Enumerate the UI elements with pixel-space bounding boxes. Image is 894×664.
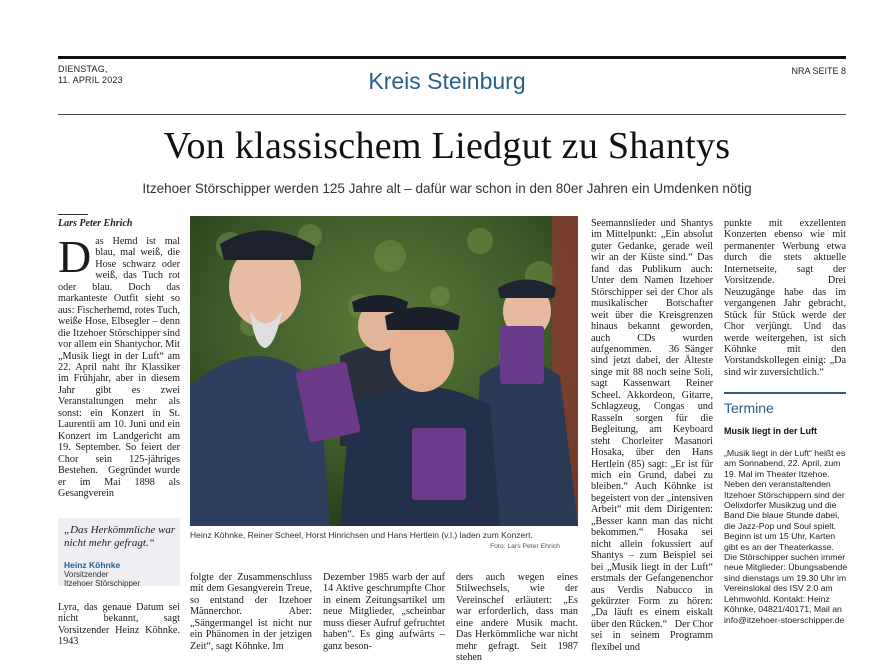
- photo-credit: Foto: Lars Peter Ehrich: [490, 543, 560, 550]
- date: 11. APRIL 2023: [58, 75, 123, 85]
- pull-quote-name: Heinz Köhnke: [64, 560, 121, 570]
- article-column-1: [58, 231, 180, 499]
- date-weekday: DIENSTAG,: [58, 64, 108, 74]
- article-column-5: Seemannslieder und Shantys im Mittelpunkt: „Ein absolut guter Gedanke, gerade weil wir an der Küste sind.“ Das fand das Publikum auch: Unter dem Namen Itzehoer Störschipper sei der Chor als musikalischer Botschafter weit über die Kreisgrenzen hinaus bekannt geworden, auch CDs wurden aufgenommen. 36 Sänger sind jetzt dabei, der Älteste singe mit 88 noch seine Soli, sagt Kassenwart Reiner Scheel. Akkordeon, Gitarre, Schlagzeug, Congas und Rasseln sorgen für die Begleitung, am Keyboard steht Chorleiter Masanori Hosaka, über den Hans Hertlein (85) sagt: „Er ist für mich ein Grund, dabei zu bleiben.“ Auch Köhnke ist begeistert von der „intensiven Arbeit“ mit dem Dirigenten: „Besser kann man das nicht bekommen.“ Hosaka sei nicht allein fokussiert auf Shantys – zum Beispiel sei bei „Musik liegt in der Luft“ erstmals der Gefangenenchor aus Verdis Nabucco in gekürzter Form zu hören: „Da läuft es einem eiskalt über den Rücken.“ Der Chor sei in seinem Programm flexibel und: [591, 218, 713, 653]
- article-column-3: Dezember 1985 warb der auf 14 Aktive geschrumpfte Chor in einem Zeitungsartikel um neue Mitglieder, „scheinbar muss dieser Aufruf gefruchtet haben“. Es ging aufwärts – ganz beson-: [323, 572, 445, 652]
- drop-cap: D: [58, 231, 92, 282]
- top-rule: [58, 56, 846, 59]
- article-photo: [190, 216, 578, 526]
- article-column-6: punkte mit exzellenten Konzerten ebenso wie mit permanenter Werbung etwa durch die stets aktuelle Internetseite, sagt der Vorsitzende. Drei Neuzugänge habe das im vergangenen Jahr gebracht, Stück für Stück werde der Chor verjüngt. Und das werde weitergehen, ist sich Köhnke mit den Vorstandskollegen einig: „Da sind wir zuversichtlich.“: [724, 218, 846, 378]
- photo-caption: Heinz Köhnke, Reiner Scheel, Horst Hinrichsen und Hans Hertlein (v.l.) laden zum Konzert.: [190, 530, 533, 540]
- article-column-4: ders auch wegen eines Stilwechsels, wie der Vereinschef erläutert: „Es war erforderlich, dass man eine andere Musik macht. Das Herkömmliche war nicht mehr gefragt. Seit 1987 stehen: [456, 572, 578, 664]
- headline: Von klassischem Liedgut zu Shantys: [163, 125, 731, 167]
- column-1-text: as Hemd ist mal blau, mal weiß, die Hose schwarz oder weiß, das Tuch rot oder blau. Doch das markanteste Outfit sieht so aus: Fischerhemd, rotes Tuch, weiße Hose, Elbsegler – denn die Itzehoer Störschipper sind vor allem ein Shantychor. Mit „Musik liegt in der Luft“ am 22. April naht ihr Klassiker im Frühjahr, aber in diesem Jahr gibt es zwei Veranstaltungen mehr als sonst: ein Konzert in St. Laurentii am 10. Juni und ein Konzert im Landgericht am 19. September. So feiert der Chor sein 125-jähriges Bestehen. Gegründet wurde er im Mai 1898 als Gesangverein: [58, 236, 180, 499]
- termine-heading: Musik liegt in der Luft: [724, 426, 818, 436]
- pull-quote-organization: Itzehoer Störschipper: [64, 579, 141, 588]
- section-title: Kreis Steinburg: [368, 68, 526, 94]
- author-rule: [58, 214, 88, 215]
- article-column-1-continued: Lyra, das genaue Datum sei nicht bekannt, sagt Vorsitzender Heinz Köhnke. 1943: [58, 602, 180, 648]
- pull-quote-text: „Das Herkömmliche war nicht mehr gefragt.“: [64, 524, 176, 549]
- termine-body: „Musik liegt in der Luft“ heißt es am Sonnabend, 22. April, zum 19. Mal im Theater Itzehoe. Neben den veranstaltenden Itzehoer Störschippern sind der Oelixdorfer Musikzug und die Band Die blaue Stunde dabei, die Jazz-Pop und Soul spielt. Beginn ist um 15 Uhr, Karten gibt es an der Theaterkasse. Die Störschipper suchen immer neue Mitglieder: Übungsabende sind dienstags um 19.30 Uhr im Vereinslokal des ISV 2.0 am Lehmwohld. Kontakt: Heinz Köhnke, 04821/40171, Mail an info@itzehoer-stoerschipper.de: [724, 448, 848, 625]
- author-byline: Lars Peter Ehrich: [58, 218, 133, 229]
- header-divider: [58, 114, 846, 115]
- termine-title: Termine: [724, 400, 774, 416]
- subheadline: Itzehoer Störschipper werden 125 Jahre alt – dafür war schon in den 80er Jahren ein Umdenken nötig: [142, 181, 752, 196]
- pull-quote-role: Vorsitzender: [64, 570, 109, 579]
- choir-photo-illustration: [190, 216, 578, 526]
- page-number: NRA SEITE 8: [791, 66, 846, 76]
- article-column-2: folgte der Zusammenschluss mit dem Gesangverein Treue, so entstand der Itzehoer Männerchor. Aber: „Sängermangel ist nicht nur ein Phänomen in der jetzigen Zeit“, sagt Köhnke. Im: [190, 572, 312, 652]
- termine-rule: [724, 392, 846, 394]
